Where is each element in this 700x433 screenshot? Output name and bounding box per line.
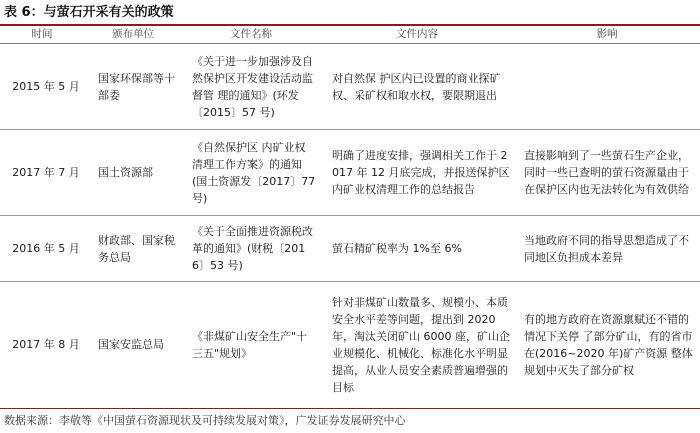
cell-unit: 国家安监总局: [98, 338, 164, 352]
cell-time: 2017 年 7 月: [0, 130, 84, 216]
cell-unit: 国家环保部等十部委: [84, 44, 182, 130]
cell-content: 萤石精矿税率为 1%至 6%: [320, 216, 514, 282]
table-title: 表 6：与萤石开采有关的政策: [4, 5, 174, 20]
cell-content: 针对非煤矿山数量多、规模小、本质安全水平差等问题，提出到 2020 年，淘汰关闭矿山 6000 座，矿山企业规模化、机械化、标准化水平明显提高，从业人员安全素质普遍增强的目标: [332, 295, 510, 394]
cell-content: 对自然保 护区内已设置的商业探矿权、采矿权和取水权，要限期退出: [320, 44, 514, 130]
header-doc: 文件名称: [182, 26, 320, 44]
cell-doc: 《非煤矿山安全生产"十三五"规划》: [192, 329, 308, 360]
cell-unit: 财政部、国家税务总局: [84, 216, 182, 282]
policy-table: [0, 26, 700, 408]
table-row: [0, 130, 700, 216]
table-row: [0, 44, 700, 130]
cell-content: 明确了进度安排，强调相关工作于 2017 年 12 月底完成，并报送保护区内矿业权清理工作的总结报告: [320, 130, 514, 216]
cell-time: 2017 年 8 月: [12, 338, 80, 352]
cell-unit: 国土资源部: [84, 130, 182, 216]
bottom-rule: [0, 408, 700, 409]
cell-effect: [514, 44, 700, 130]
cell-doc: 《关于进一步加强涉及自然保护区开发建设活动监督管 理的通知》(环发〔2015〕57 号): [182, 44, 320, 130]
cell-effect: 当地政府不同的指导思想造成了不同地区负担成本差异: [514, 216, 700, 282]
cell-doc: 《自然保护区 内矿业权清理工作方案》的通知(国土资源发〔2017〕77 号): [182, 130, 320, 216]
header-content: 文件内容: [320, 26, 514, 44]
cell-effect: 直接影响到了一些萤石生产企业，同时一些已查明的萤石资源量由于在保护区内也无法转化为有效供给: [514, 130, 700, 216]
header-row: [0, 26, 700, 44]
cell-doc: 《关于全面推进资源税改革的通知》(财税〔2016〕53 号): [182, 216, 320, 282]
table-row: [0, 282, 700, 408]
header-unit: 颁布单位: [84, 26, 182, 44]
header-time: 时间: [0, 26, 84, 44]
table-row: [0, 216, 700, 282]
header-effect: 影响: [514, 26, 700, 44]
source-note: 数据来源：李敬等《中国萤石资源现状及可持续发展对策》，广发证券发展研究中心: [4, 414, 406, 427]
cell-time: 2016 年 5 月: [0, 216, 84, 282]
cell-time: 2015 年 5 月: [0, 44, 84, 130]
cell-effect: 有的地方政府在资源禀赋还不错的情况下关停 了部分矿山，有的省市在(2016~2020 年)矿产资源 整体规划中灭失了部分矿权: [524, 312, 693, 377]
